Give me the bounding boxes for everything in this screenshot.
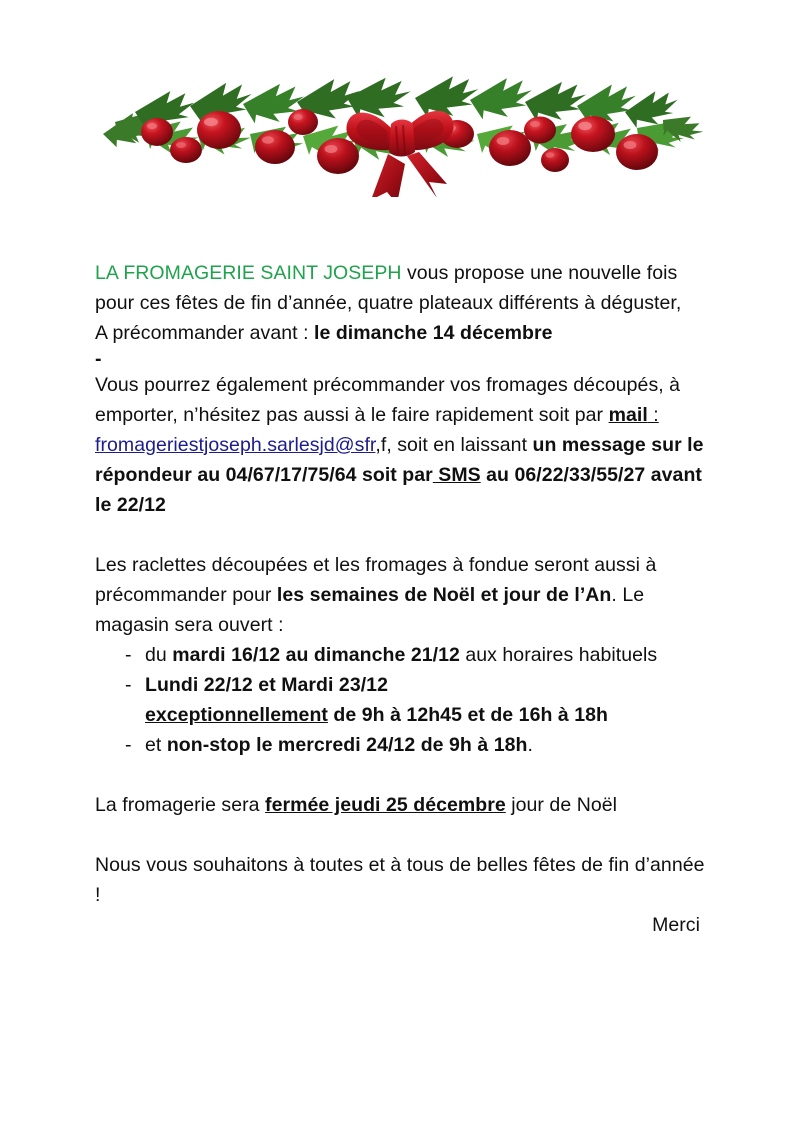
list-dash-icon: - <box>125 674 132 696</box>
raclettes-line2-prefix: précommander pour <box>95 584 277 606</box>
list-item <box>95 670 705 730</box>
list-item <box>95 730 705 760</box>
precommande-line1: Vous pourrez également précommander vos fromages <box>95 374 568 396</box>
deadline-paragraph <box>95 318 705 348</box>
hours-second-line <box>145 700 705 730</box>
closed-paragraph <box>95 790 705 820</box>
wishes-paragraph <box>95 850 705 910</box>
opening-hours-list <box>95 640 705 760</box>
raclettes-weeks-bold: les semaines de Noël et jour de l’An <box>276 584 612 606</box>
hours-prefix: du <box>145 644 173 666</box>
sms-number: au 06/22/33/55/27 avant le 22/12 <box>95 464 702 516</box>
list-dash-icon: - <box>125 644 132 666</box>
list-item <box>95 640 705 670</box>
answering-machine-label: un message sur le répondeur <box>95 434 704 486</box>
sms-prefix: soit par <box>361 464 433 486</box>
signoff: Merci <box>652 914 700 936</box>
raclettes-line2-end: . <box>611 584 617 606</box>
spacer <box>95 820 705 850</box>
wishes-line2: d’année ! <box>95 854 705 906</box>
sms-label: SMS <box>432 464 481 486</box>
intro-line2: pour ces fêtes de fin d’année, quatre plateaux différents à <box>95 292 596 314</box>
precommande-paragraph <box>95 370 705 520</box>
hours-prefix: et <box>145 734 167 756</box>
phone-number: au 04/67/17/75/64 <box>191 464 357 486</box>
closed-prefix: La fromagerie sera <box>95 794 266 816</box>
shop-open-intro: Le magasin sera ouvert : <box>95 584 645 636</box>
precommande-line2: découpés, à emporter, n’hésitez pas aussi à le faire rapidement <box>95 374 681 426</box>
hours-bold: non-stop le mercredi 24/12 de 9h à 18h <box>166 734 528 756</box>
mail-colon: : <box>647 404 659 426</box>
precommande-line3-prefix: soit par <box>538 404 609 426</box>
hours-bold: Lundi 22/12 et Mardi 23/12 <box>145 674 388 696</box>
christmas-garland-banner <box>85 72 715 197</box>
hours-suffix: aux horaires habituels <box>459 644 658 666</box>
closed-date: fermée jeudi 25 décembre <box>265 794 506 816</box>
spacer <box>95 760 705 790</box>
raclettes-line1: Les raclettes découpées et les fromages à fondue seront aussi à <box>95 554 657 576</box>
lone-dash-artifact: - <box>95 348 102 370</box>
shop-name: LA FROMAGERIE SAINT JOSEPH <box>95 262 402 284</box>
mail-label: mail <box>608 404 648 426</box>
hours-bold: mardi 16/12 au dimanche 21/12 <box>172 644 460 666</box>
exceptionally-label: exceptionnellement <box>145 704 328 726</box>
closed-suffix: jour de Noël <box>505 794 617 816</box>
list-dash-icon: - <box>125 734 132 756</box>
intro-line1-rest: vous propose une nouvelle fois <box>401 262 678 284</box>
intro-line3: déguster, <box>600 292 682 314</box>
intro-paragraph <box>95 258 705 318</box>
deadline-date: le dimanche 14 décembre <box>314 322 553 344</box>
email-link[interactable]: fromageriestjoseph.sarlesjd@sfr <box>95 434 376 456</box>
deadline-label: A précommander avant : <box>95 322 315 344</box>
exceptional-hours: de 9h à 12h45 et de 16h à 18h <box>327 704 609 726</box>
letter-body <box>95 258 705 940</box>
raclettes-paragraph <box>95 550 705 640</box>
email-suffix: ,f, soit en laissant <box>375 434 528 456</box>
wishes-line1: Nous vous souhaitons à toutes et à tous de belles fêtes de fin <box>95 854 630 876</box>
garland-bow <box>346 111 453 197</box>
spacer <box>95 520 705 550</box>
hours-suffix: . <box>527 734 533 756</box>
